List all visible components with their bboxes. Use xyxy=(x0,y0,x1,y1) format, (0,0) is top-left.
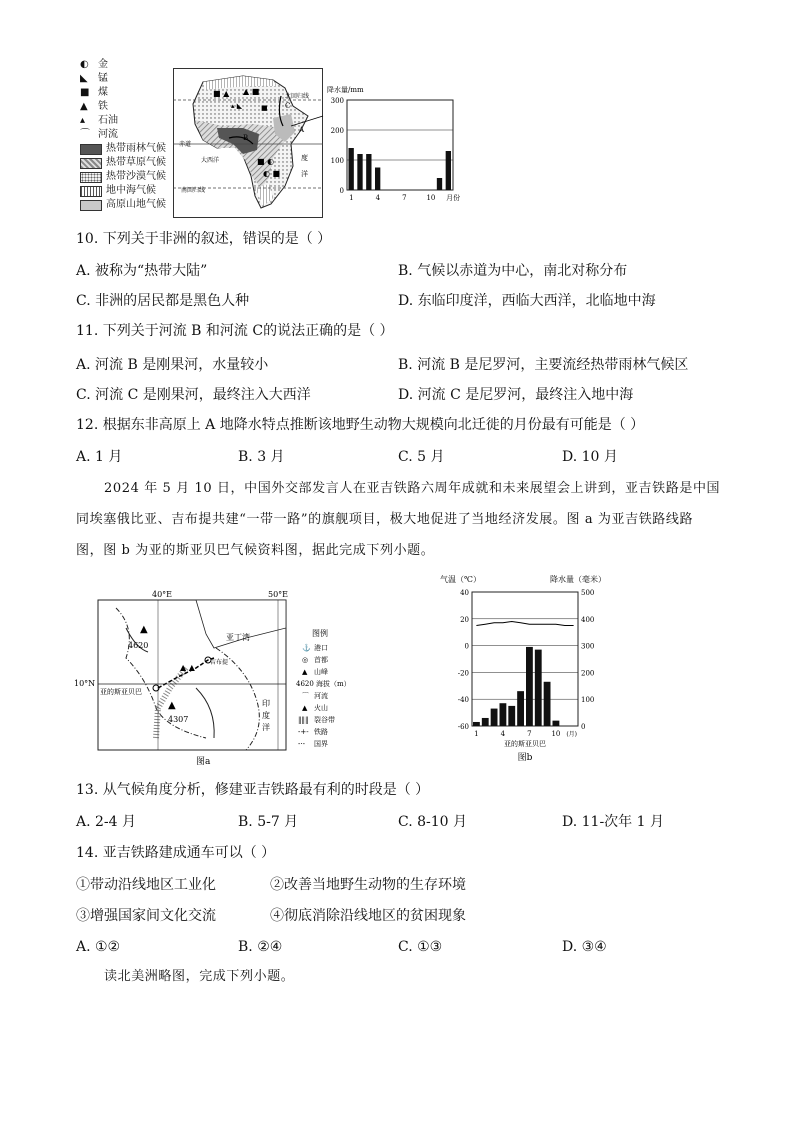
legend-coal: ■ 煤 xyxy=(80,87,108,98)
left-tick-label: -60 xyxy=(457,723,469,731)
mineral-legend xyxy=(80,58,170,212)
precip-bar xyxy=(544,682,551,726)
svg-text:亚的斯亚贝巴: 亚的斯亚贝巴 xyxy=(100,688,142,696)
svg-text:◎: ◎ xyxy=(302,656,309,664)
svg-text:◐ ■: ◐ ■ xyxy=(263,169,281,178)
x-tick-label: 4 xyxy=(500,730,506,738)
q10-stem: 10. 下列关于非洲的叙述，错误的是（ ） xyxy=(76,231,332,247)
svg-text:印: 印 xyxy=(262,699,270,708)
q12-option-c[interactable]: C. 5 月 xyxy=(398,449,445,465)
legend-gold: ◐ 金 xyxy=(80,59,108,70)
svg-text:4620 海拔（m）: 4620 海拔（m） xyxy=(296,680,351,688)
svg-text:吉布提: 吉布提 xyxy=(210,659,229,666)
precip-bar xyxy=(526,647,533,726)
q14-option-b[interactable]: B. ②④ xyxy=(238,939,283,955)
svg-text:大西洋: 大西洋 xyxy=(201,157,220,164)
legend-desert: 热带沙漠气候 xyxy=(80,170,170,184)
left-axis-label: 气温（℃） xyxy=(440,575,481,584)
svg-text:⚓: ⚓ xyxy=(302,644,311,652)
svg-text:河流: 河流 xyxy=(314,692,328,700)
river-icon: ⌒ xyxy=(80,129,90,140)
svg-text:4620: 4620 xyxy=(128,641,149,650)
svg-text:▲: ▲ xyxy=(168,700,176,711)
precip-bar xyxy=(553,721,560,726)
right-axis-label: 降水量（毫米） xyxy=(550,575,606,584)
legend-iron: ▲ 铁 xyxy=(80,101,108,112)
precip-bar xyxy=(500,703,507,726)
svg-text:洋: 洋 xyxy=(301,170,308,178)
q13-option-b[interactable]: B. 5-7 月 xyxy=(238,814,299,830)
q14-option-c[interactable]: C. ①③ xyxy=(398,939,443,955)
footer-instruction: 读北美洲略图，完成下列小题。 xyxy=(104,969,295,984)
svg-text:首都: 首都 xyxy=(314,656,328,664)
x-tick-label: 10 xyxy=(551,730,561,738)
svg-text:港口: 港口 xyxy=(314,644,328,652)
figure-africa xyxy=(80,58,461,218)
right-tick-label: 400 xyxy=(581,615,595,624)
svg-text:A: A xyxy=(299,126,305,134)
q13-option-c[interactable]: C. 8-10 月 xyxy=(398,814,468,830)
figure-caption: 图b xyxy=(517,753,533,763)
svg-text:▲ ■: ▲ ■ xyxy=(243,87,260,96)
x-tick-label: 10 xyxy=(426,194,436,202)
y-tick-label: 100 xyxy=(330,157,344,165)
svg-text:裂谷带: 裂谷带 xyxy=(314,716,335,724)
svg-text:▲: ▲ xyxy=(302,704,308,712)
svg-text:山峰: 山峰 xyxy=(314,668,328,676)
x-tick-label: 1 xyxy=(474,730,479,738)
svg-text:-·-: -·- xyxy=(298,740,305,748)
figure-a xyxy=(74,588,396,768)
q12-option-b[interactable]: B. 3 月 xyxy=(238,449,285,465)
right-tick-label: 300 xyxy=(581,642,595,651)
y-axis-label: 降水量/mm xyxy=(327,86,364,94)
passage-line-3: 图，图 b 为亚的斯亚贝巴气候资料图，据此完成下列小题。 xyxy=(76,543,435,558)
gold-icon: ◐ xyxy=(80,59,89,70)
passage-line-2: 同埃塞俄比亚、吉布提共建“一带一路”的旗舰项目，极大地促进了当地经济发展。图 a 为亚吉铁路线路 xyxy=(76,512,694,527)
q11-stem: 11. 下列关于河流 B 和河流 C的说法正确的是（ ） xyxy=(76,323,394,339)
svg-text:‖‖‖: ‖‖‖ xyxy=(298,716,309,724)
climate-chart-b xyxy=(440,570,620,770)
right-tick-label: 0 xyxy=(581,723,586,731)
svg-text:⌒: ⌒ xyxy=(302,692,309,700)
svg-text:亚丁湾: 亚丁湾 xyxy=(226,633,250,642)
svg-text:50°E: 50°E xyxy=(268,590,289,599)
q10-option-c[interactable]: C. 非洲的居民都是黑色人种 xyxy=(76,293,250,309)
q13-option-d[interactable]: D. 11-次年 1 月 xyxy=(562,814,664,830)
right-tick-label: 200 xyxy=(581,669,595,678)
svg-text:洋: 洋 xyxy=(262,723,270,732)
legend-savanna: 热带草原气候 xyxy=(80,156,170,170)
svg-text:■: ■ xyxy=(261,104,268,112)
passage-line-1: 2024 年 5 月 10 日，中国外交部发言人在亚吉铁路六周年成就和未来展望会上讲到，亚吉铁路是中国 xyxy=(104,481,721,496)
coal-icon: ■ xyxy=(80,87,90,98)
precip-bar xyxy=(535,650,542,726)
svg-text:C: C xyxy=(285,102,291,110)
x-tick-label: 7 xyxy=(402,194,407,202)
precip-bar xyxy=(491,709,498,726)
legend-highland: 高原山地气候 xyxy=(80,198,170,212)
svg-text:图例: 图例 xyxy=(312,629,328,638)
legend-mediterranean: 地中海气候 xyxy=(80,184,170,198)
y-tick-label: 0 xyxy=(339,187,344,195)
svg-text:火山: 火山 xyxy=(314,704,328,712)
iron-icon: ▲ xyxy=(80,101,88,112)
svg-text:4307: 4307 xyxy=(168,715,189,724)
precip-chart-a xyxy=(325,82,465,208)
x-axis-unit: 月份 xyxy=(446,194,461,202)
left-tick-label: -40 xyxy=(457,696,469,705)
africa-map xyxy=(173,68,323,218)
y-tick-label: 300 xyxy=(330,97,344,105)
svg-text:10°N: 10°N xyxy=(74,679,96,688)
q11-option-b[interactable]: B. 河流 B 是尼罗河，主要流经热带雨林气候区 xyxy=(398,357,689,373)
precip-bar xyxy=(349,148,354,190)
chart-city-label: 亚的斯亚贝巴 xyxy=(504,740,546,748)
svg-text:▲ ▲: ▲ ▲ xyxy=(180,663,195,672)
svg-text:▴ ◣: ▴ ◣ xyxy=(231,102,243,110)
x-tick-label: 1 xyxy=(349,194,354,202)
q12-option-a[interactable]: A. 1 月 xyxy=(76,449,123,465)
svg-text:■ ▲: ■ ▲ xyxy=(213,89,230,98)
svg-text:B: B xyxy=(243,134,249,142)
legend-rainforest: 热带雨林气候 xyxy=(80,142,170,156)
x-tick-label: 4 xyxy=(375,194,381,202)
legend-oil: ▴ 石油 xyxy=(80,115,118,126)
q11-option-c[interactable]: C. 河流 C 是刚果河，最终注入大西洋 xyxy=(76,387,311,403)
svg-text:▲: ▲ xyxy=(140,624,148,635)
q12-option-d[interactable]: D. 10 月 xyxy=(562,449,618,465)
legend-manganese: ◣ 锰 xyxy=(80,73,108,84)
manganese-icon: ◣ xyxy=(80,73,88,84)
legend-river: ⌒ 河流 xyxy=(80,129,118,140)
x-tick-label: 7 xyxy=(527,730,532,738)
q12-stem: 12. 根据东非高原上 A 地降水特点推断该地野生动物大规模向北迁徙的月份最有可能是（ ） xyxy=(76,417,645,433)
precip-bar xyxy=(375,168,380,191)
left-tick-label: 40 xyxy=(460,589,469,597)
precip-bar xyxy=(473,722,480,726)
q13-stem: 13. 从气候角度分析，修建亚吉铁路最有利的时段是（ ） xyxy=(76,782,430,798)
left-tick-label: -20 xyxy=(457,669,469,678)
q14-statement-4: ④彻底消除沿线地区的贫困现象 xyxy=(270,908,466,924)
q11-option-a[interactable]: A. 河流 B 是刚果河，水量较小 xyxy=(76,357,269,373)
q13-option-a[interactable]: A. 2-4 月 xyxy=(76,814,137,830)
railway-map xyxy=(74,588,396,768)
svg-text:-+-: -+- xyxy=(298,728,309,736)
q14-stem: 14. 亚吉铁路建成通车可以（ ） xyxy=(76,845,276,861)
precip-bar xyxy=(517,691,524,726)
svg-text:图a: 图a xyxy=(196,757,211,767)
q11-option-d[interactable]: D. 河流 C 是尼罗河，最终注入地中海 xyxy=(398,387,634,403)
x-axis-unit: (月) xyxy=(566,731,578,738)
precip-bar xyxy=(446,151,451,190)
q14-statement-1: ①带动沿线地区工业化 xyxy=(76,877,216,893)
q14-statement-2: ②改善当地野生动物的生存环境 xyxy=(270,877,466,893)
left-tick-label: 20 xyxy=(460,615,469,624)
q14-statement-3: ③增强国家间文化交流 xyxy=(76,908,216,924)
q10-option-b[interactable]: B. 气候以赤道为中心，南北对称分布 xyxy=(398,263,628,279)
right-tick-label: 500 xyxy=(581,589,595,597)
svg-text:度: 度 xyxy=(262,711,270,720)
svg-text:北回归线: 北回归线 xyxy=(285,93,310,100)
right-tick-label: 100 xyxy=(581,696,595,705)
svg-text:国界: 国界 xyxy=(314,740,328,748)
precip-bar xyxy=(437,178,442,190)
precip-bar xyxy=(366,154,371,190)
plot-frame xyxy=(472,592,578,726)
left-tick-label: 0 xyxy=(464,642,469,651)
svg-text:40°E: 40°E xyxy=(152,590,173,599)
q14-option-a[interactable]: A. ①② xyxy=(76,939,121,955)
svg-text:铁路: 铁路 xyxy=(314,728,328,736)
precip-bar xyxy=(357,154,362,190)
svg-text:南回归线: 南回归线 xyxy=(181,187,206,194)
y-tick-label: 200 xyxy=(330,127,344,135)
precip-bar xyxy=(508,706,515,726)
svg-text:度: 度 xyxy=(301,154,308,162)
q14-option-d[interactable]: D. ③④ xyxy=(562,939,607,955)
svg-text:▲: ▲ xyxy=(302,668,308,676)
oil-icon: ▴ xyxy=(80,115,86,126)
q10-option-a[interactable]: A. 被称为“热带大陆” xyxy=(76,263,208,279)
svg-text:赤道: 赤道 xyxy=(179,141,192,148)
plot-frame xyxy=(347,100,453,190)
precip-bar xyxy=(482,718,489,726)
svg-text:■ ◐: ■ ◐ xyxy=(257,157,275,166)
q10-option-d[interactable]: D. 东临印度洋，西临大西洋，北临地中海 xyxy=(398,293,656,309)
